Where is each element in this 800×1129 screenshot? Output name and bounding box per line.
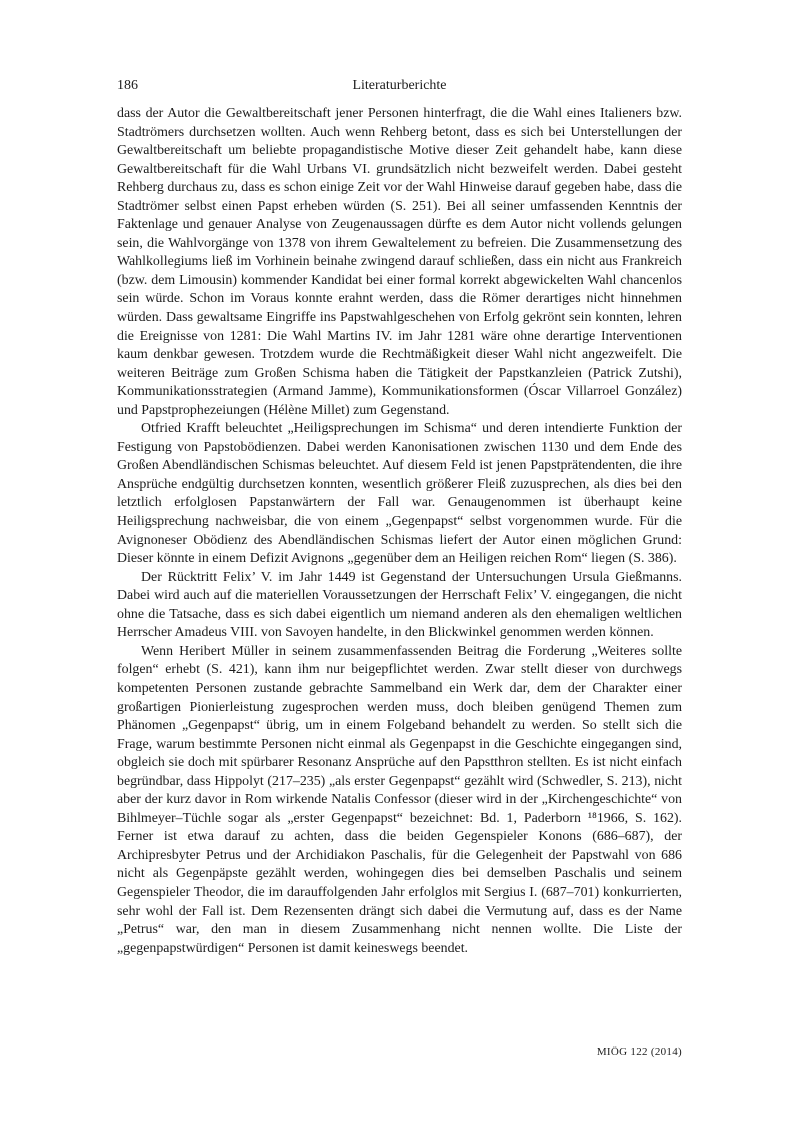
paragraph-4: Wenn Heribert Müller in seinem zusammenfassenden Beitrag die Forderung „Weiteres sollte folgen“ erhebt (S. 421), kann ihm nur beigepflichtet werden. Zwar stellt dieser von durchwegs kompetenten Personen zustande gebrachte Sammelband ein Werk dar, dem der Charakter einer großartigen Pionierleistung zugesprochen werden muss, doch bleiben genügend Themen zum Phänomen „Gegenpapst“ übrig, um in einem Folgeband behandelt zu werden. So stellt sich die Frage, warum bestimmte Personen nicht einmal als Gegenpapst in die Geschichte eingegangen sind, obgleich sie doch mit spürbarer Resonanz Ansprüche auf den Papstthron stellten. Es ist nicht einfach begründbar, dass Hippolyt (217–235) „als erster Gegenpapst“ gezählt wird (Schwedler, S. 213), nicht aber der kurz davor in Rom wirkende Natalis Confessor (dieser wird in der „Kirchengeschichte“ von Bihlmeyer–Tüchle sogar als „erster Gegenpapst“ bezeichnet: Bd. 1, Paderborn ¹⁸1966, S. 162). Ferner ist etwa darauf zu achten, dass die beiden Gegenspieler Konons (686–687), der Archipresbyter Petrus und der Archidiakon Paschalis, für die Gelegenheit der Papstwahl von 686 nicht als Gegenpäpste gezählt werden, wohingegen dies bei demselben Paschalis und seinem Gegenspieler Theodor, die im darauffolgenden Jahr erfolglos mit Sergius I. (687–701) konkurrierten, sehr wohl der Fall ist. Dem Rezensenten drängt sich dabei die Vermutung auf, dass es der Name „Petrus“ war, den man in diesem Zusammenhang nicht nennen wollte. Die Liste der „gegenpapstwürdigen“ Personen ist damit keineswegs beendet.	[117, 643, 682, 956]
page-header	[117, 76, 682, 96]
journal-footer: MIÖG 122 (2014)	[596, 1046, 682, 1058]
paragraph-1: dass der Autor die Gewaltbereitschaft jener Personen hinterfragt, die die Wahl eines Italieners bzw. Stadtrömers durchsetzen wollten. Auch wenn Rehberg betont, dass es sich bei Unterstellungen der Gewaltbereitschaft um beliebte propagandistische Motive dieser Zeit gehandelt habe, kann diese Gewaltbereitschaft für die Wahl Urbans VI. grundsätzlich nicht bezweifelt werden. Dabei gesteht Rehberg durchaus zu, dass es schon einige Zeit vor der Wahl Hinweise darauf gegeben habe, dass die Stadtrömer selbst einen Papst erheben würden (S. 251). Bei all seiner umfassenden Kenntnis der Faktenlage und genauer Analyse von Zeugenaussagen dürfte es dem Autor nicht vollends gelungen sein, die Wahlvorgänge von 1378 von ihrem Gewaltelement zu befreien. Die Zusammensetzung des Wahlkollegiums ließ im Vorhinein beinahe zwingend darauf schließen, dass ein nicht aus Frankreich (bzw. dem Limousin) kommender Kandidat bei einer formal korrekt abgewickelten Wahl chancenlos sein würde. Schon im Voraus konnte erahnt werden, dass die Römer derartiges nicht hinnehmen würden. Dass gewaltsame Eingriffe ins Papstwahlgeschehen von Erfolg gekrönt sein konnten, lehren die Ereignisse von 1281: Die Wahl Martins IV. im Jahr 1281 wäre ohne derartige Interventionen kaum denkbar gewesen. Trotzdem wurde die Rechtmäßigkeit dieser Wahl nicht angezweifelt. Die weiteren Beiträge zum Großen Schisma haben die Tätigkeit der Papstkanzleien (Patrick Zutshi), Kommunikationsstrategien (Armand Jamme), Kommunikationsformen (Óscar Villarroel González) und Papstprophezeiungen (Hélène Millet) zum Gegenstand.	[117, 106, 682, 418]
page	[117, 0, 682, 1129]
page-number: 186	[117, 78, 138, 93]
paragraph-2: Otfried Krafft beleuchtet „Heiligsprechungen im Schisma“ und deren intendierte Funktion der Festigung von Papstobödienzen. Dabei werden Kanonisationen zwischen 1130 und dem Ende des Großen Abendländischen Schismas beleuchtet. Auf diesem Feld ist jenen Papstprätendenten, die ihre Ansprüche endgültig durchsetzen konnten, wesentlich größerer Fleiß zuzusprechen, als dies bei den letztlich erfolglosen Papstanwärtern der Fall war. Genaugenommen ist überhaupt keine Heiligsprechung nachweisbar, die von einem „Gegenpapst“ selbst vorgenommen wurde. Für die Avignoneser Obödienz des Abendländischen Schismas liefert der Autor einen möglichen Grund: Dieser könnte in einem Defizit Avignons „gegenüber dem an Heiligen reichen Rom“ liegen (S. 386).	[117, 421, 682, 567]
running-head: Literaturberichte	[352, 78, 447, 93]
paragraph-3: Der Rücktritt Felix’ V. im Jahr 1449 ist Gegenstand der Untersuchungen Ursula Gießmanns. Dabei wird auch auf die materiellen Voraussetzungen der Herrschaft Felix’ V. eingegangen, die nicht ohne die Tatsache, dass es sich dabei eigentlich um niemand anderen als den ehemaligen weltlichen Herrscher Amadeus VIII. von Savoyen handelte, in den Blickwinkel genommen werden können.	[117, 569, 682, 641]
body-text	[117, 105, 682, 958]
